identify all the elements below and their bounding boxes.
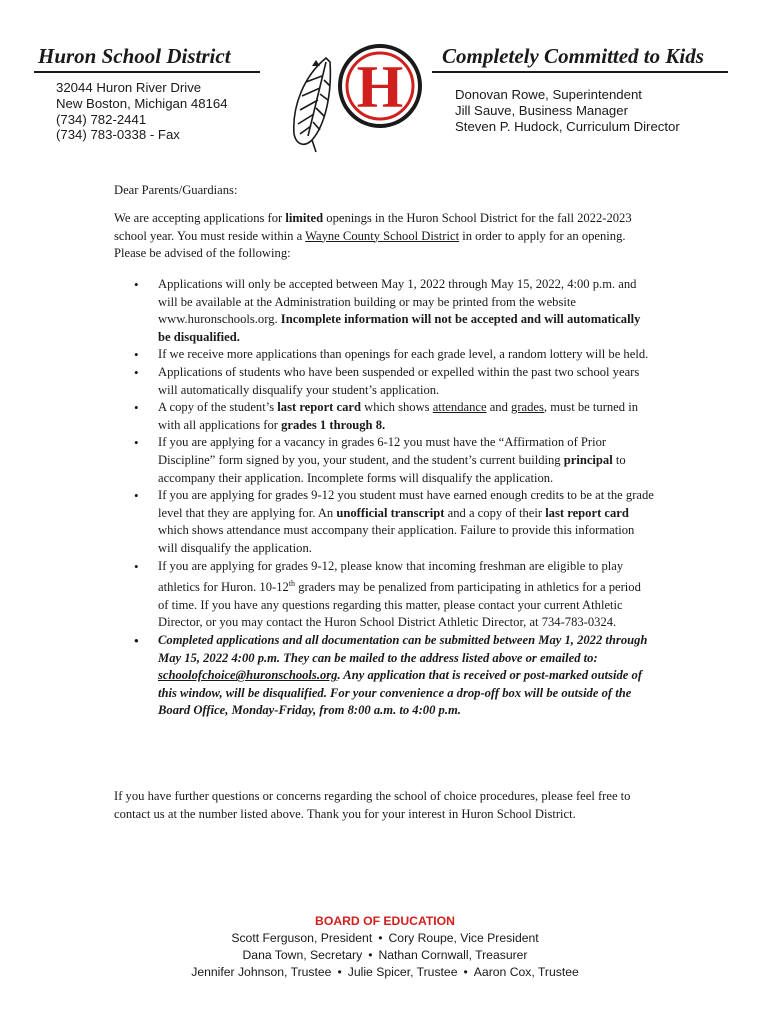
- requirements-list: [158, 276, 654, 720]
- requirement-item-credits: [158, 487, 654, 557]
- logo-letter: H: [356, 54, 404, 120]
- intro-wayne-county: Wayne County School District: [305, 228, 460, 243]
- board-row-2: [0, 947, 770, 964]
- staff-superintendent: Donovan Rowe, Superintendent: [455, 87, 642, 102]
- rc-text-3: and: [486, 400, 512, 415]
- intro-limited: limited: [285, 211, 324, 225]
- rc-attendance: attendance: [432, 400, 487, 415]
- aff-text-1: If you are applying for a vacancy in grades 6-12 you must have the “Affirmation of Prior Discipline” form signed by you, your student, and the student’s current building: [158, 435, 607, 467]
- ath-text-1: If you are applying for grades 9-12, please know that incoming freshman are eligible to play athletics for Huron. 10-12: [158, 558, 624, 595]
- bullet-separator: •: [463, 965, 468, 979]
- sub-text-1: Completed applications and all documentation can be submitted between May 1, 2022 through May 15, 2022 4:00 p.m. They can be mailed to the address listed above or emailed to:: [158, 633, 648, 665]
- requirement-dates-text: Applications will only be accepted between May 1, 2022 through May 15, 2022, 4:00 p.m. and will be available at the Administration building or may be printed from the website www.huronschools.org.: [158, 277, 637, 327]
- district-address: [56, 80, 228, 143]
- address-street: 32044 Huron River Drive: [56, 80, 202, 95]
- board-row-1: [0, 930, 770, 947]
- requirement-item-suspension: • Applications of students who have been suspended or expelled within the past two school years will automatically disqualify your student’s application.: [158, 364, 654, 399]
- cr-text-3: which shows attendance must accompany their application. Failure to provide this information will disqualify the application.: [158, 523, 635, 555]
- board-vice-president: Cory Roupe, Vice President: [388, 931, 539, 945]
- rc-grades-1-8: grades 1 through 8.: [281, 417, 386, 432]
- bullet-separator: •: [368, 948, 373, 962]
- requirement-item-report-card: [158, 399, 654, 434]
- cr-text-2: and a copy of their: [444, 505, 546, 520]
- cr-unofficial-transcript: unofficial transcript: [336, 505, 445, 520]
- address-fax: (734) 783-0338 - Fax: [56, 127, 180, 143]
- requirement-item-affirmation: [158, 434, 654, 487]
- rc-text-4: , must be turned in with all applications for: [158, 400, 639, 432]
- requirement-dates-bold: Incomplete information will not be accepted and will automatically be disqualified.: [158, 312, 641, 344]
- staff-curriculum-director: Steven P. Hudock, Curriculum Director: [455, 118, 680, 134]
- aff-text-2: to accompany their application. Incomplete forms will disqualify the application.: [158, 452, 626, 485]
- rc-last-report-card: last report card: [277, 400, 361, 415]
- header-right-rule: [432, 71, 728, 73]
- board-heading: BOARD OF EDUCATION: [315, 914, 455, 928]
- rc-text-2: which shows: [361, 400, 433, 415]
- tagline: Completely Committed to Kids: [442, 44, 704, 68]
- aff-principal: principal: [563, 452, 613, 467]
- rc-grades: grades: [511, 400, 544, 415]
- intro-text-2: openings in the Huron School District for the fall 2022-2023 school year. You must reside within a: [114, 211, 632, 243]
- requirement-item-lottery: • If we receive more applications than openings for each grade level, a random lottery will be held.: [158, 346, 654, 364]
- cr-last-report-card: last report card: [545, 505, 629, 520]
- address-phone: (734) 782-2441: [56, 111, 147, 127]
- board-trustee-1: Jennifer Johnson, Trustee: [191, 965, 332, 979]
- salutation: Dear Parents/Guardians:: [114, 183, 238, 197]
- feather-h-logo-icon: [286, 36, 436, 156]
- board-row-3: [0, 964, 770, 981]
- intro-text-1: We are accepting applications for: [114, 211, 286, 225]
- board-president: Scott Ferguson, President: [231, 931, 373, 945]
- board-trustee-3: Aaron Cox, Trustee: [473, 965, 579, 979]
- bullet-separator: •: [337, 965, 342, 979]
- sub-text-2: . Any application that is received or post-marked outside of this window, will be disqualified. For your convenience a drop-off box will be outside of the Board Office, Monday-Friday, from 8:00 a.m. to 4:00 p.m.: [158, 668, 643, 718]
- district-title: Huron School District: [38, 44, 231, 68]
- requirement-item-dates: [158, 276, 654, 346]
- header-left-rule: [34, 71, 260, 73]
- ath-text-2: graders may be penalized from participating in athletics for a period of time. If you have any questions regarding this matter, please contact your current Athletic Director, or you may contact the Huron School District Athletic Director, at 734-783-0324.: [158, 580, 641, 630]
- rc-text-1: A copy of the student’s: [158, 400, 278, 415]
- email-link[interactable]: schoolofchoice@huronschools.org: [158, 668, 338, 683]
- intro-paragraph: [114, 210, 654, 263]
- intro-text-3: in order to apply for an opening. Please be advised of the following:: [114, 228, 626, 261]
- cr-text-1: If you are applying for grades 9-12 you student must have earned enough credits to be at the grade level that they are applying for. An: [158, 488, 654, 520]
- bullet-separator: •: [378, 931, 383, 945]
- board-trustee-2: Julie Spicer, Trustee: [347, 965, 458, 979]
- staff-business-manager: Jill Sauve, Business Manager: [455, 102, 628, 118]
- requirement-item-athletics: [158, 558, 654, 633]
- staff-list: [455, 87, 680, 134]
- board-of-education: [0, 913, 770, 981]
- address-city: New Boston, Michigan 48164: [56, 95, 228, 111]
- ath-sup: th: [288, 579, 296, 589]
- district-logo: [286, 36, 436, 156]
- board-treasurer: Nathan Cornwall, Treasurer: [378, 948, 528, 962]
- requirement-item-submission: [158, 632, 654, 720]
- board-secretary: Dana Town, Secretary: [242, 948, 363, 962]
- closing-paragraph: If you have further questions or concerns regarding the school of choice procedures, please feel free to contact us at the number listed above. Thank you for your interest in Huron School District.: [114, 789, 631, 821]
